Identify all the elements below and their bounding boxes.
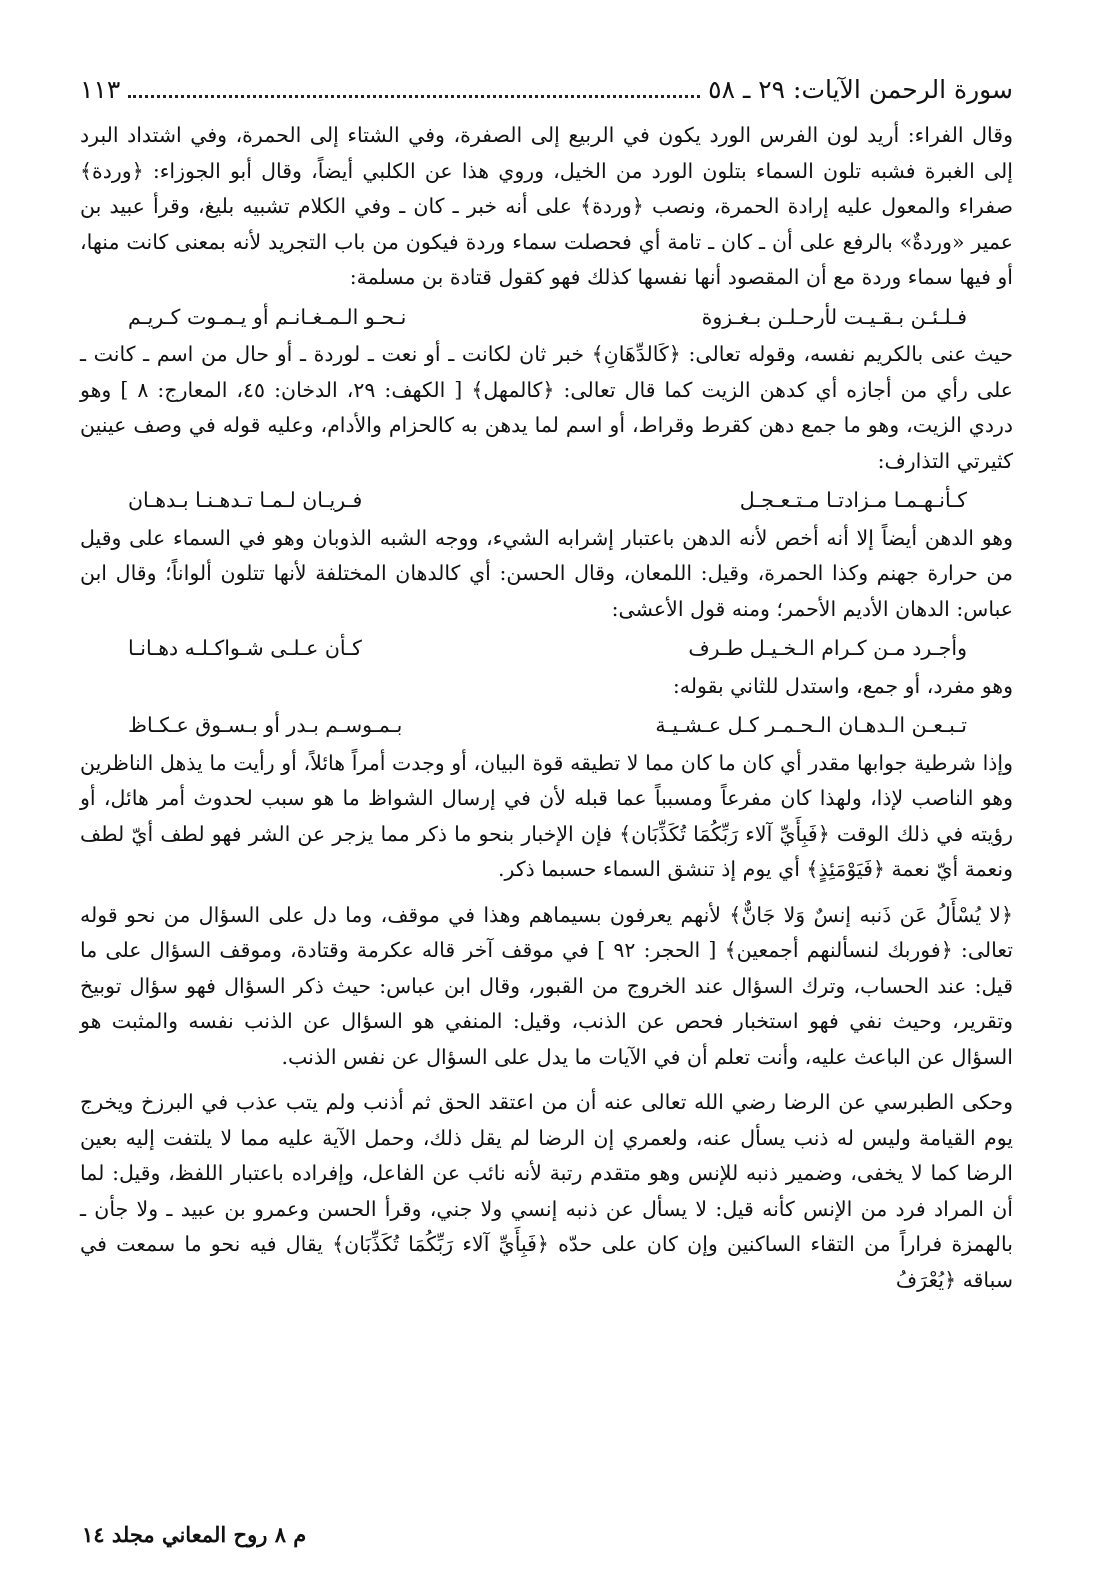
paragraph-1: وقال الفراء: أريد لون الفرس الورد يكون في الربيع إلى الصفرة، وفي الشتاء إلى الحمرة، وفي اشتداد البرد إلى الغبرة فشبه تلون السماء بتلون الورد من الخيل، وروي هذا عن الكلبي أيضاً، وقال أبو الجوزاء: ﴿وردة﴾ صفراء والمعول عليه إرادة الحمرة، ونصب ﴿وردة﴾ على أنه خبر ـ كان ـ وفي الكلام تشبيه بليغ، وقرأ عبيد بن عمير «وردةٌ» بالرفع على أن ـ كان ـ تامة أي فحصلت سماء وردة فيكون من باب التجريد لأنه بمعنى كانت منها، أو فيها سماء وردة مع أن المقصود أنها نفسها كذلك فهو كقول قتادة بن مسلمة: <box>80 123 1013 289</box>
verse-3-second-hemistich: كـأن عـلـى شـواكـلـه دهـانـا <box>128 636 362 660</box>
paragraph-7: وحكى الطبرسي عن الرضا رضي الله تعالى عنه أن من اعتقد الحق ثم أذنب ولم يتب عذب في البرزخ ويخرج يوم القيامة وليس له ذنب يسأل عنه، ولعمري إن الرضا لم يقل ذلك، وحمل الآية عليه مما لا يلتفت إليه بعين الرضا كما لا يخفى، وضمير ذنبه للإنس وهو متقدم رتبة لأنه نائب عن الفاعل، وإفراده باعتبار اللفظ، وقيل: لما أن المراد فرد من الإنس كأنه قيل: لا يسأل عن ذنبه إنسي ولا جني، وقرأ الحسن وعمرو بن عبيد ـ ولا جأن ـ بالهمزة فراراً من التقاء الساكنين وإن كان على حدّه ﴿فَبِأَيِّ آلاء رَبِّكُمَا تُكَذِّبَان﴾ يقال فيه نحو ما سمعت في سباقه ﴿يُعْرَفُ <box>80 1090 1013 1292</box>
signature-mark: م ٨ روح المعاني مجلد ١٤ <box>82 1522 307 1547</box>
page-number: ١١٣ <box>80 74 121 104</box>
paragraph-5: وإذا شرطية جوابها مقدر أي كان ما كان مما لا تطيقه قوة البيان، أو وجدت أمراً هائلاً، أو رأيت ما يذهل الناظرين وهو الناصب لإذا، ولهذا كان مفرعاً ومسبباً عما قبله لأن في إرسال الشواظ ما هو سبب لحدوث أمر هائل، أو رؤيته في ذلك الوقت ﴿فَبِأَيِّ آلاء رَبِّكُمَا تُكَذِّبَان﴾ فإن الإخبار بنحو ما ذكر مما يزجر عن الشر فهو لطف أيّ لطف ونعمة أيّ نعمة ﴿فَيَوْمَئِذٍ﴾ أي يوم إذ تنشق السماء حسبما ذكر. <box>80 750 1013 881</box>
verse-1-first-hemistich: فـلـئـن بـقـيـت لأرحـلـن بـغـزوة <box>701 304 967 329</box>
paragraph-2: حيث عنى بالكريم نفسه، وقوله تعالى: ﴿كَالدِّهَانِ﴾ خبر ثان لكانت ـ أو نعت ـ لوردة ـ أو حال من اسم ـ كانت ـ على رأي من أجازه أي كدهن الزيت كما قال تعالى: ﴿كالمهل﴾ [ الكهف: ٢٩، الدخان: ٤٥، المعارج: ٨ ] وهو دردي الزيت، وهو ما جمع دهن كقرط وقراط، أو اسم لما يدهن به كالحزام والأدام، وعليه قوله في وصف عينين كثيرتي التذارف: <box>80 342 1013 473</box>
leader-dots <box>128 95 700 98</box>
verse-4-second-hemistich: بـمـوسـم بـدر أو بـسـوق عـكـاظ <box>128 713 403 737</box>
paragraph-3: وهو الدهن أيضاً إلا أنه أخص لأنه الدهن باعتبار إشرابه الشيء، ووجه الشبه الذوبان وهو في السماء على وقيل من حرارة جهنم وكذا الحمرة، وقيل: اللمعان، وقال الحسن: أي كالدهان المختلفة لأنها تتلون ألواناً؛ وقال ابن عباس: الدهان الأديم الأحمر؛ ومنه قول الأعشى: <box>80 525 1013 621</box>
verse-2-first-hemistich: كـأنـهـمـا مـزادتـا مـتـعـجـل <box>739 488 967 512</box>
verse-4 <box>80 708 1013 744</box>
surah-title: سورة الرحمن الآيات: ٢٩ ـ ٥٨ <box>708 74 1013 104</box>
verse-2 <box>80 483 1013 519</box>
verse-1 <box>80 300 1013 336</box>
paragraph-6: ﴿لا يُسْأَلُ عَن ذَنبه إنسٌ وَلا جَانٌّ﴾ لأنهم يعرفون بسيماهم وهذا في موقف، وما دل على السؤال من نحو قوله تعالى: ﴿فوربك لنسألنهم أجمعين﴾ [ الحجر: ٩٢ ] في موقف آخر قاله عكرمة وقتادة، وموقف السؤال على ما قيل: عند الحساب، وترك السؤال عند الخروج من القبور، وقال ابن عباس: حيث ذكر السؤال فهو سؤال توبيخ وتقرير، وحيث نفي فهو استخبار فحص عن الذنب، وقيل: المنفي هو السؤال عن الذنب نفسه والمثبت هو السؤال عن الباعث عليه، وأنت تعلم أن في الآيات ما يدل على السؤال عن نفس الذنب. <box>80 902 1013 1069</box>
verse-3-first-hemistich: وأجـرد مـن كـرام الـخـيـل طـرف <box>688 636 967 660</box>
body-text <box>80 118 1013 1298</box>
paragraph-4: وهو مفرد، أو جمع، واستدل للثاني بقوله: <box>672 673 1013 698</box>
verse-4-first-hemistich: تـبـعـن الـدهـان الـحـمـر كـل عـشـيـة <box>655 713 967 737</box>
verse-3 <box>80 631 1013 667</box>
verse-2-second-hemistich: فـريـان لـمـا تـدهـنـا بـدهـان <box>128 488 363 512</box>
running-header <box>80 72 1013 106</box>
verse-1-second-hemistich: نـحـو الـمـغـانـم أو يـمـوت كـريـم <box>128 304 407 329</box>
